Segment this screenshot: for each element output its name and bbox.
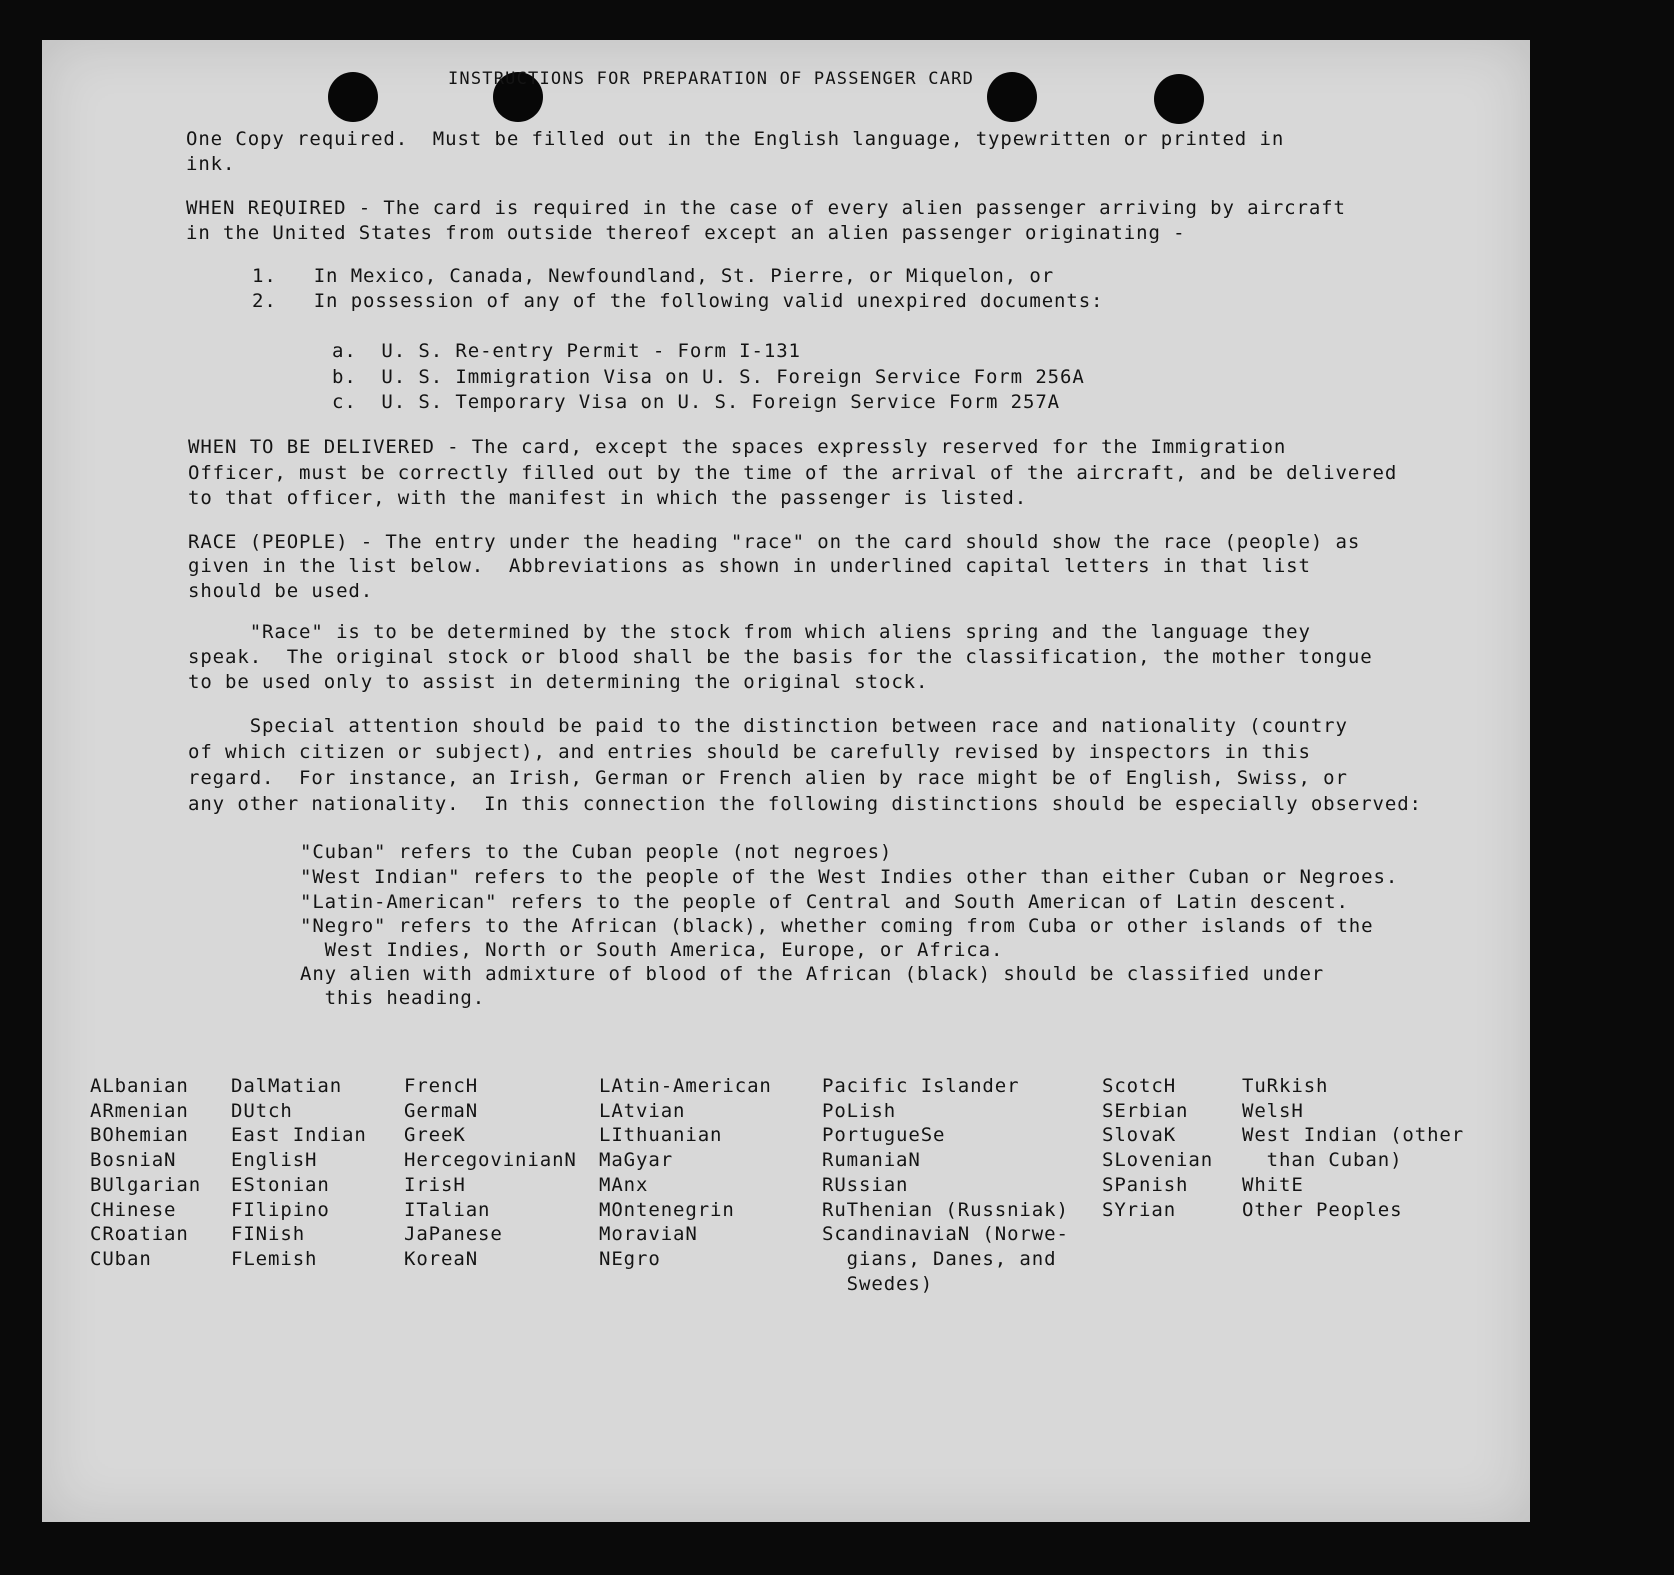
race-item: EStonian <box>231 1173 330 1196</box>
page-title: INSTRUCTIONS FOR PREPARATION OF PASSENGER CARD <box>448 69 975 89</box>
race-item: Other Peoples <box>1242 1198 1403 1221</box>
document-item-c: c. U. S. Temporary Visa on U. S. Foreign Service Form 257A <box>332 391 1060 413</box>
distinction-admixture-cont: this heading. <box>300 987 486 1009</box>
race-item: MoraviaN <box>599 1223 698 1246</box>
race-item: NEgro <box>599 1247 661 1270</box>
race-item: MaGyar <box>599 1149 674 1172</box>
race-item: LAtin-American <box>599 1075 772 1097</box>
distinction-latin-american: "Latin-American" refers to the people of Central and South American of Latin descent. <box>300 891 1349 913</box>
race-item: East Indian <box>231 1124 367 1147</box>
race-item: PoLish <box>822 1099 897 1122</box>
race-item: MOntenegrin <box>599 1198 735 1221</box>
when-delivered-line-1: WHEN TO BE DELIVERED - The card, except the spaces expressly reserved for the Immigration <box>188 436 1287 458</box>
race-item: gians, Danes, and <box>822 1247 1057 1270</box>
document-item-a: a. U. S. Re-entry Permit - Form I-131 <box>332 340 801 362</box>
race-item: RuThenian (Russniak) <box>822 1198 1069 1221</box>
race-item: BUlgarian <box>90 1173 202 1196</box>
document-page <box>42 40 1530 1522</box>
race-item: BosniaN <box>90 1149 177 1172</box>
race-item: Pacific Islander <box>822 1075 1020 1097</box>
when-delivered-line-2: Officer, must be correctly filled out by the time of the arrival of the aircraft, and be delivered <box>188 462 1398 484</box>
race-item: ALbanian <box>90 1075 189 1097</box>
race-column-6 <box>1102 1074 1213 1222</box>
origin-item-1: 1. In Mexico, Canada, Newfoundland, St. Pierre, or Miquelon, or <box>252 265 1055 287</box>
race-item: West Indian (other <box>1242 1124 1465 1147</box>
punch-hole <box>987 72 1037 122</box>
race-item: ITalian <box>404 1198 491 1221</box>
race-item: CHinese <box>90 1198 177 1221</box>
race-item: ScotcH <box>1102 1075 1177 1097</box>
special-attention-line-4: any other nationality. In this connection the following distinctions should be especially observed: <box>188 793 1422 815</box>
race-item: SlovaK <box>1102 1124 1177 1147</box>
document-item-b: b. U. S. Immigration Visa on U. S. Foreign Service Form 256A <box>332 366 1085 388</box>
race-item: CRoatian <box>90 1223 189 1246</box>
race-item: GermaN <box>404 1099 479 1122</box>
origin-item-2: 2. In possession of any of the following valid unexpired documents: <box>252 290 1104 312</box>
race-item: FINish <box>231 1223 306 1246</box>
punch-hole <box>328 72 378 122</box>
distinction-west-indian: "West Indian" refers to the people of the West Indies other than either Cuban or Negroes. <box>300 866 1399 888</box>
race-item: FIlipino <box>231 1198 330 1221</box>
race-column-3 <box>404 1074 577 1272</box>
intro-line-2: ink. <box>186 153 236 175</box>
race-item: Swedes) <box>822 1272 934 1295</box>
distinction-admixture: Any alien with admixture of blood of the African (black) should be classified under <box>300 963 1325 985</box>
race-item: EnglisH <box>231 1149 318 1172</box>
race-item: MAnx <box>599 1173 649 1196</box>
race-definition-line-2: speak. The original stock or blood shall be the basis for the classification, the mother tongue <box>188 646 1373 668</box>
distinction-cuban: "Cuban" refers to the Cuban people (not negroes) <box>300 841 893 863</box>
race-definition-line-1: "Race" is to be determined by the stock from which aliens spring and the language they <box>188 621 1311 643</box>
race-column-5 <box>822 1074 1069 1296</box>
race-item: LIthuanian <box>599 1124 723 1147</box>
race-item: LAtvian <box>599 1099 686 1122</box>
race-item: PortugueSe <box>822 1124 946 1147</box>
race-item: FLemish <box>231 1247 318 1270</box>
special-attention-line-2: of which citizen or subject), and entries should be carefully revised by inspectors in this <box>188 741 1311 763</box>
race-line-2: given in the list below. Abbreviations as shown in underlined capital letters in that list <box>188 555 1311 577</box>
race-item: JaPanese <box>404 1223 503 1246</box>
special-attention-line-1: Special attention should be paid to the distinction between race and nationality (country <box>188 715 1348 737</box>
punch-hole <box>1154 74 1204 124</box>
race-item: SLovenian <box>1102 1149 1214 1172</box>
race-item: RumaniaN <box>822 1149 921 1172</box>
race-item: WhitE <box>1242 1173 1304 1196</box>
race-item: IrisH <box>404 1173 466 1196</box>
race-item: ARmenian <box>90 1099 189 1122</box>
race-item: HercegovinianN <box>404 1149 577 1172</box>
when-required-line-1: WHEN REQUIRED - The card is required in the case of every alien passenger arriving by aircraft <box>186 197 1346 219</box>
race-item: SYrian <box>1102 1198 1177 1221</box>
race-item: SPanish <box>1102 1173 1189 1196</box>
intro-line-1: One Copy required. Must be filled out in the English language, typewritten or printed in <box>186 128 1285 150</box>
distinction-negro: "Negro" refers to the African (black), whether coming from Cuba or other islands of the <box>300 915 1374 937</box>
race-item: BOhemian <box>90 1124 189 1147</box>
race-column-7 <box>1242 1074 1464 1222</box>
race-item: CUban <box>90 1247 152 1270</box>
race-item: DUtch <box>231 1099 293 1122</box>
race-column-1 <box>90 1074 201 1272</box>
race-column-2 <box>231 1074 367 1272</box>
race-item: DalMatian <box>231 1075 343 1097</box>
race-item: than Cuban) <box>1242 1149 1403 1172</box>
race-item: FrencH <box>404 1075 479 1097</box>
when-required-line-2: in the United States from outside thereof except an alien passenger originating - <box>186 222 1186 244</box>
race-definition-line-3: to be used only to assist in determining the original stock. <box>188 671 929 693</box>
race-item: SErbian <box>1102 1099 1189 1122</box>
race-column-4 <box>599 1074 772 1272</box>
distinction-negro-cont: West Indies, North or South America, Europe, or Africa. <box>300 939 1004 961</box>
race-item: RUssian <box>822 1173 909 1196</box>
race-item: ScandinaviaN (Norwe- <box>822 1223 1069 1246</box>
special-attention-line-3: regard. For instance, an Irish, German or French alien by race might be of English, Swiss, or <box>188 767 1348 789</box>
race-item: WelsH <box>1242 1099 1304 1122</box>
race-item: KoreaN <box>404 1247 479 1270</box>
race-line-3: should be used. <box>188 580 374 602</box>
when-delivered-line-3: to that officer, with the manifest in which the passenger is listed. <box>188 487 1028 509</box>
race-item: GreeK <box>404 1124 466 1147</box>
race-item: TuRkish <box>1242 1075 1329 1097</box>
race-line-1: RACE (PEOPLE) - The entry under the heading "race" on the card should show the race (people) as <box>188 531 1361 553</box>
